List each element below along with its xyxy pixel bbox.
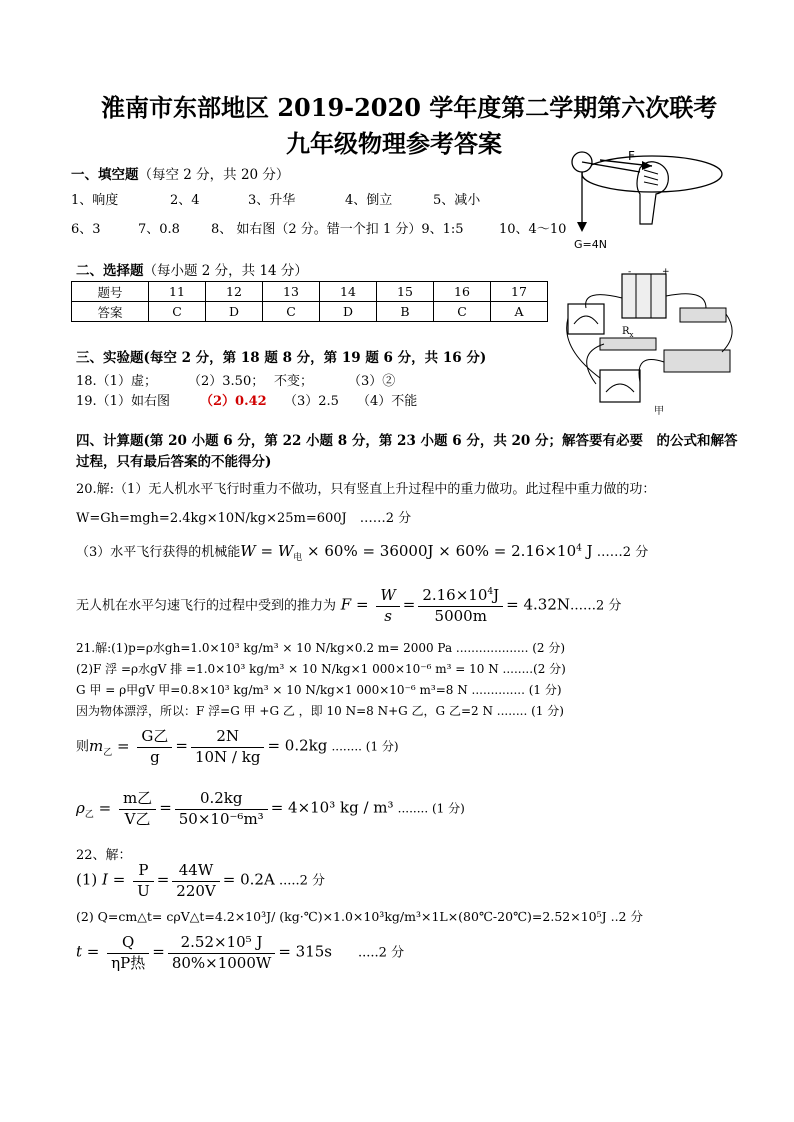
- q18-4: （3）②: [348, 374, 396, 389]
- fingers: [644, 170, 658, 185]
- s1-row2-a7: 7、0.8: [138, 222, 180, 237]
- q20-line2: W=Gh=mgh=2.4kg×10N/kg×25m=600J ……2 分: [76, 511, 412, 526]
- battery: [622, 274, 666, 318]
- s1-row2-a8-9: 8、 如右图（2 分。错一个扣 1 分）9、1:5: [211, 222, 464, 237]
- s1-row1-a4: 4、倒立: [345, 193, 393, 208]
- resistor-rx: [600, 338, 656, 350]
- s1-row2-a6: 6、3: [71, 222, 101, 237]
- q21-line3: G 甲 = ρ甲gV 甲=0.8×10³ kg/m³ × 10 N/kg×1 000×10⁻⁶ m³=8 N .............. (1 分): [76, 683, 562, 697]
- q21-line5: 则$m_乙$ = $\frac{\text{G乙}}{g}$ = $\frac{2N}{10N / kg}$ = 0.2kg ........ (1 分): [76, 727, 399, 766]
- section-1-heading: 一、填空题（每空 2 分，共 20 分）: [71, 167, 290, 183]
- section-4-heading: 四、计算题(第 20 小题 6 分，第 22 小题 8 分，第 23 小题 6 分，共 20 分；解答要有必要 的公式和解答: [76, 433, 738, 449]
- table-cell: 13: [263, 282, 320, 302]
- table-cell: 14: [320, 282, 377, 302]
- q20-line4: 无人机在水平匀速飞行的过程中受到的推力为 F = $\frac{W}{s}$ = $\frac{2.16\times 10^4J}{5000m}$ = 4.32N……2 分: [76, 586, 622, 625]
- q19-1: 19.（1）如右图: [76, 394, 170, 409]
- q21-line6: $\rho_乙$ = $\frac{\text{m乙}}{\text{V乙}}$ = $\frac{0.2kg}{\text{50×10⁻⁶m³}}$ = 4×10³ kg / m³ ........ (1 分): [76, 789, 465, 828]
- section-4-heading-cont: 过程，只有最后答案的不能得分): [76, 454, 272, 470]
- q21-line2: (2)F 浮 =ρ水gV 排 =1.0×10³ kg/m³ × 10 N/kg×1 000×10⁻⁶ m³ = 10 N ........(2 分): [76, 662, 566, 676]
- rheostat: [664, 350, 730, 372]
- s1-row1-a5: 5、减小: [433, 193, 481, 208]
- table-cell: B: [377, 302, 434, 322]
- q21-line1: 21.解:(1)p=ρ水gh=1.0×10³ kg/m³ × 10 N/kg×0.2 m= 2000 Pa ................... (2 分): [76, 641, 566, 655]
- page-title: 淮南市东部地区 2019-2020 学年度第二学期第六次联考: [101, 93, 718, 122]
- force-label: F: [628, 149, 635, 163]
- table-cell: A: [491, 302, 548, 322]
- s1-row2-a10: 10、4～10: [499, 222, 567, 237]
- table-cell: C: [434, 302, 491, 322]
- q19-2: （2）0.42: [200, 394, 267, 409]
- table-row: [72, 302, 548, 322]
- figure-ball-force: [560, 140, 730, 255]
- rx-label: $R_x$: [622, 326, 634, 339]
- q21-line4: 因为物体漂浮，所以：F 浮=G 甲 +G 乙 ，即 10 N=8 N+G 乙，G 乙=2 N ........ (1 分): [76, 704, 564, 718]
- q19-4: （4）不能: [357, 394, 418, 409]
- table-cell: 17: [491, 282, 548, 302]
- q19-3: （3）2.5: [284, 394, 339, 409]
- q22-line4: t = $\frac{Q}{\text{ηP热}}$ = $\frac{\text{2.52×10⁵ J}}{80\%\times 1000W}$ = 315s .....2 分: [76, 933, 405, 972]
- table-row: [72, 282, 548, 302]
- q22-line2: (1) I = $\frac{P}{U}$ = $\frac{44W}{220V}$ = 0.2A .....2 分: [76, 861, 326, 900]
- table-cell: D: [206, 302, 263, 322]
- section-2-heading: 二、选择题（每小题 2 分，共 14 分）: [76, 263, 308, 279]
- q22-line3: (2) Q=cm△t= cρV△t=4.2×10³J/ (kg·℃)×1.0×10³kg/m³×1L×(80℃-20℃)=2.52×10⁵J ..2 分: [76, 909, 643, 924]
- battery-minus: -: [628, 268, 632, 277]
- battery-plus: +: [662, 268, 670, 277]
- voltmeter: [600, 370, 640, 402]
- page-subtitle: 九年级物理参考答案: [286, 129, 502, 158]
- table-cell: 15: [377, 282, 434, 302]
- section-3-heading: 三、实验题(每空 2 分，第 18 题 8 分，第 19 题 6 分，共 16 分): [76, 350, 487, 366]
- q18-2: （2）3.50；: [188, 374, 265, 389]
- figure-circuit: [560, 268, 740, 418]
- figure-caption: 甲: [654, 406, 664, 417]
- q20-line3: （3）水平飞行获得的机械能$W = W_电 \times 60\% = 36000J \times 60\% = 2.16\times 10^4$ J ……2 分: [76, 542, 649, 563]
- gravity-arrowhead: [577, 222, 587, 232]
- q18-1: 18.（1）虚；: [76, 374, 157, 389]
- table-cell: C: [263, 302, 320, 322]
- answer-table: [71, 281, 548, 322]
- table-cell: D: [320, 302, 377, 322]
- q18-3: 不变；: [274, 374, 314, 389]
- s1-row1-a1: 1、响度: [71, 193, 119, 208]
- q20-line1: 20.解:（1）无人机水平飞行时重力不做功，只有竖直上升过程中的重力做功。此过程中重力做的功：: [76, 482, 656, 497]
- table-cell: 答案: [72, 302, 149, 322]
- gravity-label: G=4N: [574, 238, 607, 251]
- table-cell: 16: [434, 282, 491, 302]
- hand-shape: [637, 162, 668, 224]
- switch: [680, 308, 726, 322]
- table-cell: 11: [149, 282, 206, 302]
- table-cell: C: [149, 302, 206, 322]
- q22-line1: 22、解：: [76, 848, 132, 863]
- s1-row1-a3: 3、升华: [248, 193, 296, 208]
- s1-row1-a2: 2、4: [170, 193, 200, 208]
- ammeter: [568, 304, 604, 334]
- table-cell: 题号: [72, 282, 149, 302]
- table-cell: 12: [206, 282, 263, 302]
